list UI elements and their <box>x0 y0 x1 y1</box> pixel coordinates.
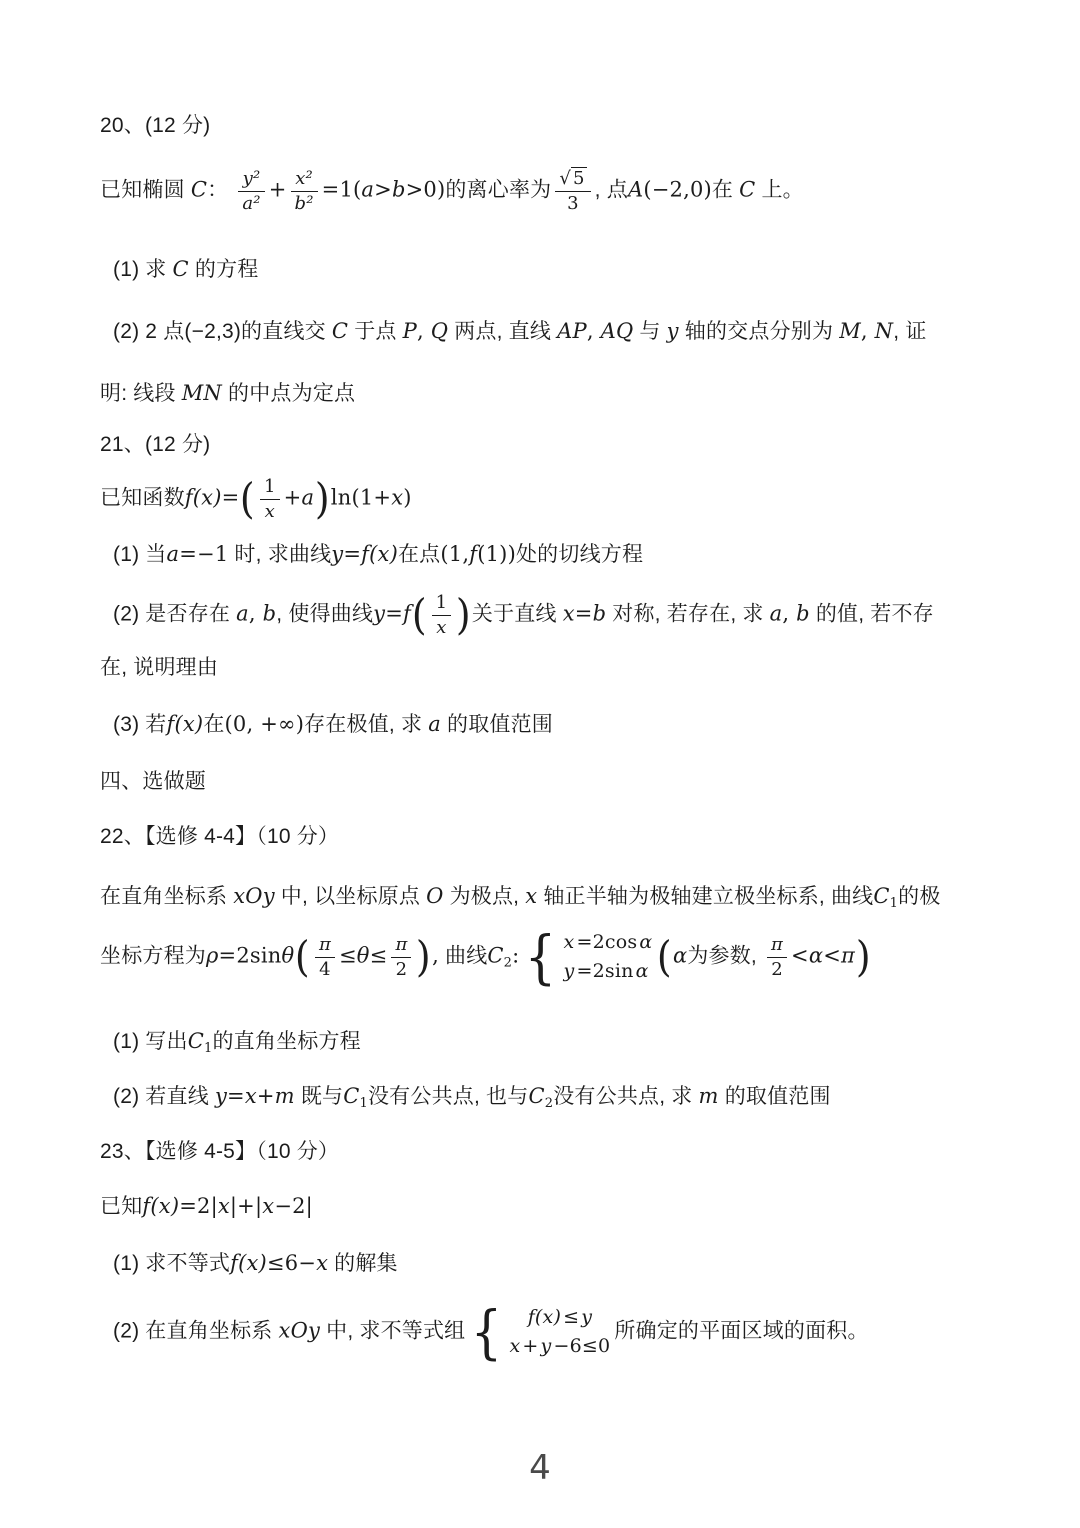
math-run: x <box>525 884 538 908</box>
math-run: C <box>331 319 349 343</box>
text-run: 的取值范围 <box>718 1085 831 1108</box>
math-run: M <box>839 319 861 343</box>
math-run: x <box>391 485 404 510</box>
cases-row <box>509 1305 612 1331</box>
line-q23-item1 <box>113 1250 398 1277</box>
line-q23-intro <box>100 1193 313 1220</box>
text-run: 时, 求曲线 <box>228 543 332 566</box>
fraction <box>238 168 264 214</box>
math-subscript: 2 <box>544 1096 554 1111</box>
fraction-numerator: 1 <box>260 476 280 500</box>
math-run: xOy <box>233 884 275 908</box>
fraction-denominator: x <box>436 616 447 638</box>
text-run: (1) 写出 <box>113 1030 188 1053</box>
line-q21-title <box>100 431 210 458</box>
math-run: =2cos <box>576 931 638 953</box>
text-run: 的解集 <box>328 1252 398 1275</box>
math-run: ) <box>403 485 412 510</box>
math-run: A <box>627 177 644 202</box>
math-run: b <box>592 601 607 626</box>
math-run: = <box>227 1084 245 1108</box>
fraction-numerator: y² <box>238 168 264 192</box>
text-run: ： <box>207 178 235 202</box>
text-run: (1) 当 <box>113 543 167 566</box>
text-run: 曲线 <box>438 944 488 968</box>
fraction-numerator: 1 <box>432 592 452 616</box>
math-run: y <box>563 959 575 982</box>
text-run: 的极 <box>898 885 941 908</box>
fraction-denominator: 2 <box>771 958 783 980</box>
text-run: 没有公共点, 也与 <box>367 1085 529 1108</box>
text-run: 两点, 直线 <box>448 320 558 343</box>
math-run: =−1 <box>179 542 229 566</box>
line-q23-title <box>100 1138 339 1165</box>
cases-brace: { <box>525 922 557 991</box>
math-run: =2| <box>179 1194 218 1218</box>
text-run: 的值, 若不存 <box>809 602 934 626</box>
section-title: 四、选做题 <box>100 770 206 793</box>
math-run: f <box>469 542 478 566</box>
cases-group <box>522 922 653 991</box>
line-q21-item3 <box>113 711 553 738</box>
fraction-numerator: π <box>315 934 335 958</box>
math-run: ≤6− <box>266 1251 317 1275</box>
line-q20-item1 <box>113 256 258 283</box>
math-run: + <box>283 485 302 510</box>
cases-row <box>563 959 654 985</box>
math-run: , <box>432 943 439 968</box>
text-run: 已知 <box>100 1195 143 1218</box>
big-paren-open: ( <box>411 590 427 640</box>
math-run: b <box>796 601 810 626</box>
math-subscript: 1 <box>889 896 899 911</box>
math-run: = <box>385 601 404 626</box>
math-run: O <box>426 884 444 908</box>
line-q23-item2 <box>113 1297 869 1366</box>
cases-rows <box>563 930 654 984</box>
cases-row <box>509 1334 612 1360</box>
question-number: 22、【选修 4-4】（10 分） <box>100 825 340 848</box>
text-run: 已知椭圆 <box>100 178 191 202</box>
math-run: (0, +∞) <box>224 712 305 736</box>
math-run: (−2,0) <box>643 177 712 202</box>
text-run: 关于直线 <box>471 602 563 626</box>
text-run: 坐标方程为 <box>100 944 206 968</box>
math-run: = <box>574 601 593 626</box>
line-q22-item2 <box>113 1083 831 1113</box>
text-run: (1) 求不等式 <box>113 1252 231 1275</box>
text-run: (3) 若 <box>113 713 167 736</box>
line-section4-title <box>100 768 206 795</box>
text-run: 已知函数 <box>100 486 185 510</box>
line-q21-item1 <box>113 541 643 568</box>
text-run: 所确定的平面区域的面积。 <box>614 1319 869 1343</box>
text-run: 存在极值, 求 <box>304 713 429 736</box>
text-run: 的取值范围 <box>440 713 553 736</box>
line-q22-item1 <box>113 1028 361 1058</box>
math-run: =1( <box>321 177 362 202</box>
math-run: x <box>563 931 575 953</box>
math-run: α <box>672 943 688 968</box>
radical-sign: √ <box>559 168 572 189</box>
line-q22-title <box>100 823 339 850</box>
math-run: xOy <box>278 1318 321 1343</box>
math-run: f(x) <box>230 1251 267 1275</box>
math-run: y <box>373 601 386 626</box>
text-run: 中, 以坐标原点 <box>274 885 427 908</box>
fraction-numerator: π <box>767 934 787 958</box>
question-number: 23、【选修 4-5】（10 分） <box>100 1140 340 1163</box>
text-run: (2) 2 点(−2,3)的直线交 <box>113 320 332 343</box>
math-run: ≤ <box>563 1306 580 1328</box>
math-run: m <box>698 1084 719 1108</box>
math-run: α <box>639 931 653 953</box>
text-run: 的中点为定点 <box>221 382 356 405</box>
math-run: α <box>635 959 649 982</box>
big-paren-close: ) <box>456 590 472 640</box>
fraction <box>315 934 335 980</box>
line-q22-intro2 <box>100 922 872 991</box>
text-run: 上。 <box>755 178 804 202</box>
math-run: y <box>581 1306 593 1328</box>
math-run: x <box>509 1334 521 1357</box>
fraction-numerator: π <box>391 934 411 958</box>
math-run: x <box>316 1251 329 1275</box>
math-run: a <box>236 601 249 626</box>
math-subscript: 1 <box>359 1096 368 1111</box>
text-run: (2) 是否存在 <box>113 602 237 626</box>
fraction-denominator: 4 <box>319 958 331 980</box>
text-run: 对称, 若存在, 求 <box>606 602 770 626</box>
math-run: x <box>217 1194 230 1218</box>
fraction-denominator: b² <box>294 192 314 214</box>
math-run: f(x) <box>184 485 222 510</box>
text-run: (2) 若直线 <box>113 1085 215 1108</box>
cases-row <box>563 930 654 956</box>
math-run: f(x) <box>527 1306 562 1328</box>
math-run: f(x) <box>361 542 398 566</box>
math-subscript: 2 <box>503 955 513 971</box>
math-run: y <box>666 319 679 343</box>
math-run: x <box>262 1194 275 1218</box>
fraction-numerator <box>555 168 590 192</box>
math-run: + <box>522 1334 539 1357</box>
page-number: 4 <box>529 1448 551 1488</box>
line-q21-intro <box>100 476 412 522</box>
cases-brace: { <box>471 1297 503 1366</box>
text-run: 明: 线段 <box>100 382 182 405</box>
math-run: −6≤0 <box>553 1334 611 1357</box>
text-run: 既与 <box>294 1085 344 1108</box>
text-run: 于点 <box>348 320 403 343</box>
text-run: (1) 求 <box>113 258 173 281</box>
math-run: C <box>190 177 208 202</box>
math-run: N <box>874 319 894 343</box>
math-run: −2| <box>274 1194 313 1218</box>
text-run: , 点 <box>594 178 628 202</box>
text-run: (2) 在直角坐标系 <box>113 1319 279 1343</box>
math-run: AP <box>557 319 587 343</box>
math-run: C <box>739 177 756 202</box>
fraction-numerator: x² <box>291 168 318 192</box>
math-run: C <box>873 884 890 908</box>
math-run: α <box>808 943 824 968</box>
text-run: 在点 <box>397 543 441 566</box>
math-run: x <box>244 1084 257 1108</box>
math-run: C <box>187 1029 204 1053</box>
math-run: ≤ <box>339 943 357 968</box>
math-run: Q <box>430 319 449 343</box>
math-run: θ <box>281 943 295 968</box>
text-run: 轴正半轴为极轴建立极坐标系, 曲线 <box>537 885 874 908</box>
fraction <box>391 934 411 980</box>
line-q22-intro1 <box>100 883 941 913</box>
math-run: C <box>172 257 189 281</box>
text-run: 在 <box>711 178 740 202</box>
fraction <box>555 168 590 214</box>
fraction-denominator: 2 <box>395 958 408 980</box>
big-paren-open: ( <box>240 474 256 524</box>
math-run: a <box>301 485 315 510</box>
line-q20-intro <box>100 168 804 214</box>
line-q21-item2a <box>113 592 934 638</box>
big-paren-close: ) <box>855 932 871 982</box>
fraction-denominator: x <box>264 500 276 522</box>
math-run: = <box>221 485 240 510</box>
math-run: π <box>841 943 856 968</box>
text-run: 与 <box>633 320 667 343</box>
math-run: , <box>782 601 797 626</box>
math-run: , <box>586 319 601 343</box>
math-run: = <box>343 542 362 566</box>
math-run: f <box>403 601 412 626</box>
text-run: 的方程 <box>188 258 259 281</box>
math-run: P <box>402 319 417 343</box>
text-run: 没有公共点, 求 <box>553 1085 699 1108</box>
math-run: > <box>374 177 392 202</box>
question-number: 21、(12 分) <box>100 433 211 456</box>
text-run: 的直角坐标方程 <box>212 1030 361 1053</box>
text-run: 在 <box>203 713 225 736</box>
math-run: , <box>248 601 263 626</box>
question-number: 20、(12 分) <box>100 114 211 137</box>
math-run: C <box>343 1084 360 1108</box>
math-run: < <box>823 943 842 968</box>
text-run: 在直角坐标系 <box>100 885 234 908</box>
radicand: 5 <box>573 168 585 189</box>
math-run: C <box>528 1084 545 1108</box>
text-run: , 证 <box>893 320 927 343</box>
math-run: MN <box>181 381 222 405</box>
math-run: (1, <box>440 542 470 566</box>
math-run: b <box>262 601 277 626</box>
cases-rows <box>509 1305 612 1359</box>
math-run: a <box>361 177 375 202</box>
math-run: ρ <box>206 943 219 968</box>
math-run: (1)) <box>477 542 516 566</box>
line-q20-item2b <box>100 380 355 407</box>
math-run: >0) <box>405 177 446 202</box>
math-run: θ <box>356 943 370 968</box>
line-q21-item2b <box>100 654 218 681</box>
math-run: =2sin <box>576 959 634 982</box>
text-run: 轴的交点分别为 <box>678 320 840 343</box>
math-run: =2sin <box>218 943 282 968</box>
math-run: , <box>860 319 875 343</box>
math-run: , <box>416 319 431 343</box>
math-run: a <box>769 601 783 626</box>
math-subscript: 1 <box>203 1041 213 1056</box>
math-run: + <box>268 177 287 202</box>
math-run: < <box>791 943 809 968</box>
math-run: ln(1+ <box>330 485 392 510</box>
math-run: b <box>391 177 406 202</box>
text-run: 处的切线方程 <box>515 543 644 566</box>
math-run: C <box>487 943 504 968</box>
big-paren-open: ( <box>657 932 673 982</box>
math-run: f(x) <box>166 712 204 736</box>
fraction-denominator: a² <box>242 192 261 214</box>
big-paren-close: ) <box>315 474 330 524</box>
math-run: f(x) <box>142 1194 180 1218</box>
fraction-denominator: 3 <box>567 192 579 214</box>
math-run: ≤ <box>369 943 388 968</box>
math-run: y <box>214 1084 228 1108</box>
math-run: x <box>562 601 575 626</box>
text-run: , 使得曲线 <box>276 602 374 626</box>
line-q20-title <box>100 112 210 139</box>
fraction <box>260 476 280 522</box>
big-paren-close: ) <box>416 932 432 982</box>
math-run: y <box>331 542 344 566</box>
fraction <box>432 592 452 638</box>
line-q20-item2a <box>113 318 927 345</box>
math-run: a <box>428 712 441 736</box>
text-run: 为参数, <box>687 944 763 968</box>
cases-group <box>468 1297 611 1366</box>
fraction <box>291 168 318 214</box>
text-run: 中, 求不等式组 <box>320 1319 466 1343</box>
math-run: : <box>512 943 520 968</box>
math-run: a <box>166 542 180 566</box>
text-run: 在, 说明理由 <box>100 656 219 679</box>
big-paren-open: ( <box>295 932 311 982</box>
fraction <box>767 934 787 980</box>
math-run: |+| <box>229 1194 263 1218</box>
math-run: AQ <box>600 319 634 343</box>
text-run: 为极点, <box>443 885 526 908</box>
math-run: m <box>274 1084 295 1108</box>
text-run: 的离心率为 <box>445 178 552 202</box>
math-run: y <box>540 1334 552 1357</box>
math-run: + <box>256 1084 275 1108</box>
